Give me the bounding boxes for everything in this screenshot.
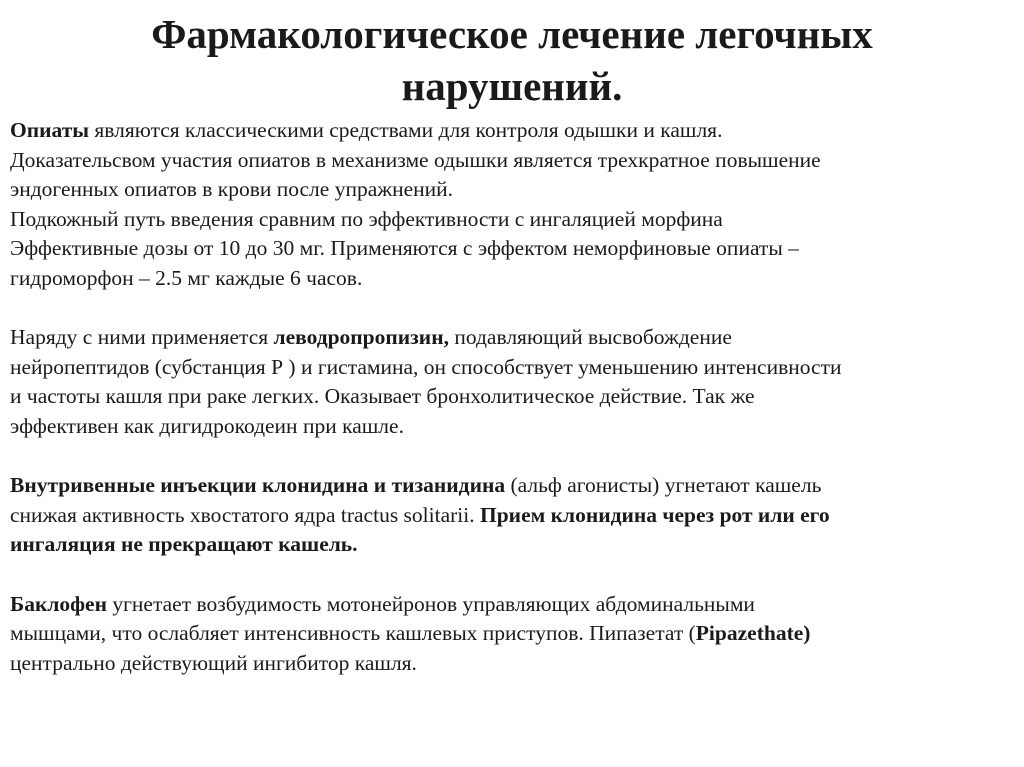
title-line-1: Фармакологическое лечение легочных (151, 11, 873, 57)
text-line: Подкожный путь введения сравним по эффективности с ингаляцией морфина (10, 206, 723, 231)
text-line: и частоты кашля при раке легких. Оказывает бронхолитическое действие. Так же (10, 384, 755, 409)
paragraph-gap (10, 442, 1015, 472)
text-run: являются классическими средствами для контроля одышки и кашля. (89, 118, 723, 142)
text-line (10, 530, 1015, 560)
paragraph-levodropropizine (10, 323, 1015, 441)
text-line (10, 619, 1015, 649)
slide-body (10, 116, 1015, 678)
text-run: Наряду с ними применяется (10, 325, 274, 350)
text-run: мышцами, что ослабляет интенсивность кашлевых приступов. Пипазетат ( (10, 621, 696, 646)
text-line: Доказательсвом участия опиатов в механизме одышки является трехкратное повышение (10, 147, 821, 172)
page-title (0, 8, 1024, 112)
bold-statement: ингаляция не прекращают кашель. (10, 532, 358, 557)
text-run: подавляющий высвобождение (448, 325, 732, 350)
title-line-2: нарушений. (401, 63, 623, 109)
text-run: снижая активность хвостатого ядра tractus solitarii. (10, 502, 480, 527)
term-clonidine-tizanidine: Внутривенные инъекции клонидина и тизанидина (10, 473, 506, 498)
paragraph-gap (10, 294, 1015, 324)
text-line: центрально действующий ингибитор кашля. (10, 650, 417, 675)
text-line: эндогенных опиатов в крови после упражнений. (10, 177, 454, 202)
text-run: угнетает возбудимость мотонейронов управляющих абдоминальными (106, 591, 755, 616)
paragraph-gap (10, 560, 1015, 590)
text-run: (альф агонисты) угнетают кашель (505, 473, 822, 498)
text-line (10, 323, 1015, 353)
term-pipazethate: Pipazethate) (695, 621, 811, 646)
paragraph-opiates (10, 116, 1015, 294)
paragraph-clonidine (10, 471, 1015, 560)
paragraph-baclofen (10, 590, 1015, 679)
text-line (10, 590, 1015, 620)
bold-statement: Прием клонидина через рот или его (480, 502, 830, 527)
term-opiates: Опиаты (10, 118, 90, 142)
text-line: гидроморфон – 2.5 мг каждые 6 часов. (10, 265, 363, 290)
text-line: эффективен как дигидрокодеин при кашле. (10, 413, 404, 438)
term-levodropropizine: леводропропизин, (273, 325, 449, 350)
term-baclofen: Баклофен (10, 591, 107, 616)
text-line: Эффективные дозы от 10 до 30 мг. Применяются с эффектом неморфиновые опиаты – (10, 236, 799, 261)
text-line (10, 116, 1015, 146)
text-line: нейропептидов (субстанция Р ) и гистамина, он способствует уменьшению интенсивности (10, 354, 842, 379)
text-line (10, 471, 1015, 501)
text-line (10, 501, 1015, 531)
